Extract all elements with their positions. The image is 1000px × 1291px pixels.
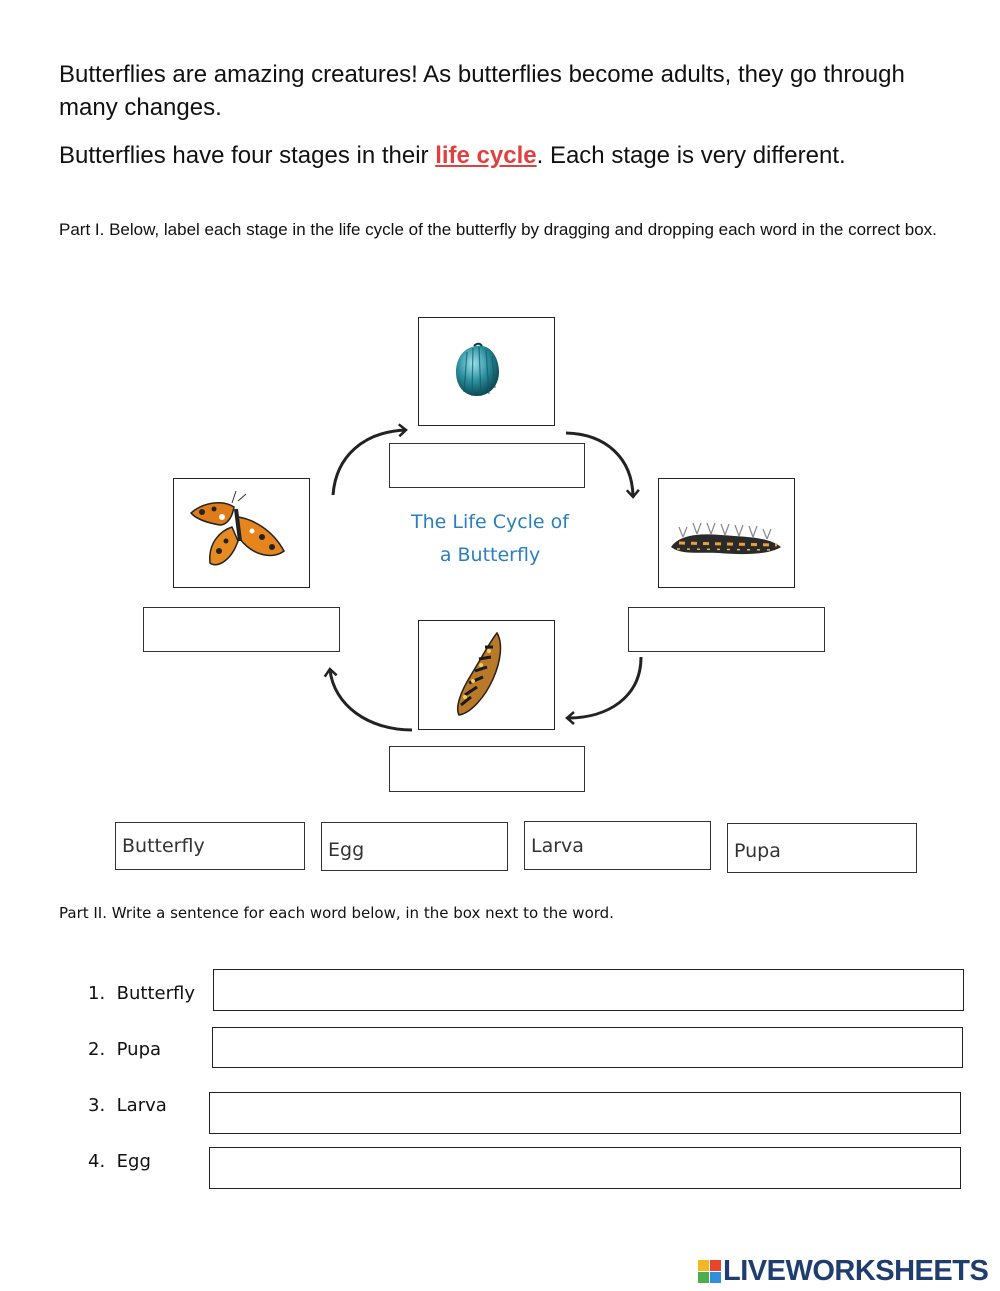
butterfly-image — [174, 479, 308, 586]
liveworksheets-logo — [697, 1255, 988, 1288]
intro-line-1: Butterflies are amazing creatures! As butterflies become adults, they go through many changes. — [59, 61, 905, 121]
part2-item-2 — [88, 1039, 161, 1060]
diagram-title-line-2: a Butterfly — [439, 544, 541, 566]
arrow-pupa-to-butterfly — [330, 670, 412, 730]
intro-line-2-end: . Each stage is very different. — [536, 142, 846, 169]
part1-instruction: Part I. Below, label each stage in the life cycle of the butterfly by dragging and dropping each word in the correct box. — [59, 220, 937, 239]
egg-label-drop[interactable] — [389, 443, 585, 488]
sentence-input-pupa[interactable] — [212, 1027, 963, 1068]
item-word: Larva — [116, 1095, 167, 1116]
larva-image — [659, 479, 793, 586]
sentence-input-larva[interactable] — [209, 1092, 961, 1134]
butterfly-label-drop[interactable] — [143, 607, 340, 652]
word-pupa[interactable]: Pupa — [727, 823, 917, 873]
pupa-image-frame — [418, 620, 555, 730]
liveworksheets-logo-icon — [697, 1259, 723, 1285]
sentence-input-egg[interactable] — [209, 1147, 961, 1189]
intro-line-2-start: Butterflies have four stages in their — [59, 142, 436, 169]
item-word: Egg — [116, 1151, 151, 1172]
pupa-image — [419, 621, 553, 728]
item-number: 4. — [88, 1151, 106, 1172]
pupa-label-drop[interactable] — [389, 746, 585, 792]
liveworksheets-brand: LIVEWORKSHEETS — [723, 1255, 989, 1287]
diagram-title — [390, 506, 590, 572]
item-word: Butterfly — [116, 983, 195, 1004]
egg-image — [419, 318, 553, 424]
life-cycle-link[interactable]: life cycle — [435, 142, 537, 169]
item-number: 1. — [88, 983, 106, 1004]
diagram-title-line-1: The Life Cycle of — [411, 511, 569, 533]
part2-item-4 — [88, 1151, 151, 1172]
part2-item-1 — [88, 983, 195, 1004]
word-butterfly[interactable]: Butterfly — [115, 822, 305, 870]
word-egg[interactable]: Egg — [321, 822, 508, 871]
word-larva[interactable]: Larva — [524, 821, 711, 870]
larva-image-frame — [658, 478, 795, 588]
butterfly-image-frame — [173, 478, 310, 588]
larva-label-drop[interactable] — [628, 607, 825, 652]
sentence-input-butterfly[interactable] — [213, 969, 964, 1011]
part2-item-3 — [88, 1095, 167, 1116]
part2-instruction: Part II. Write a sentence for each word below, in the box next to the word. — [59, 904, 614, 922]
item-number: 2. — [88, 1039, 106, 1060]
arrow-larva-to-pupa — [568, 657, 641, 718]
item-number: 3. — [88, 1095, 106, 1116]
egg-image-frame — [418, 317, 555, 426]
item-word: Pupa — [116, 1039, 162, 1060]
